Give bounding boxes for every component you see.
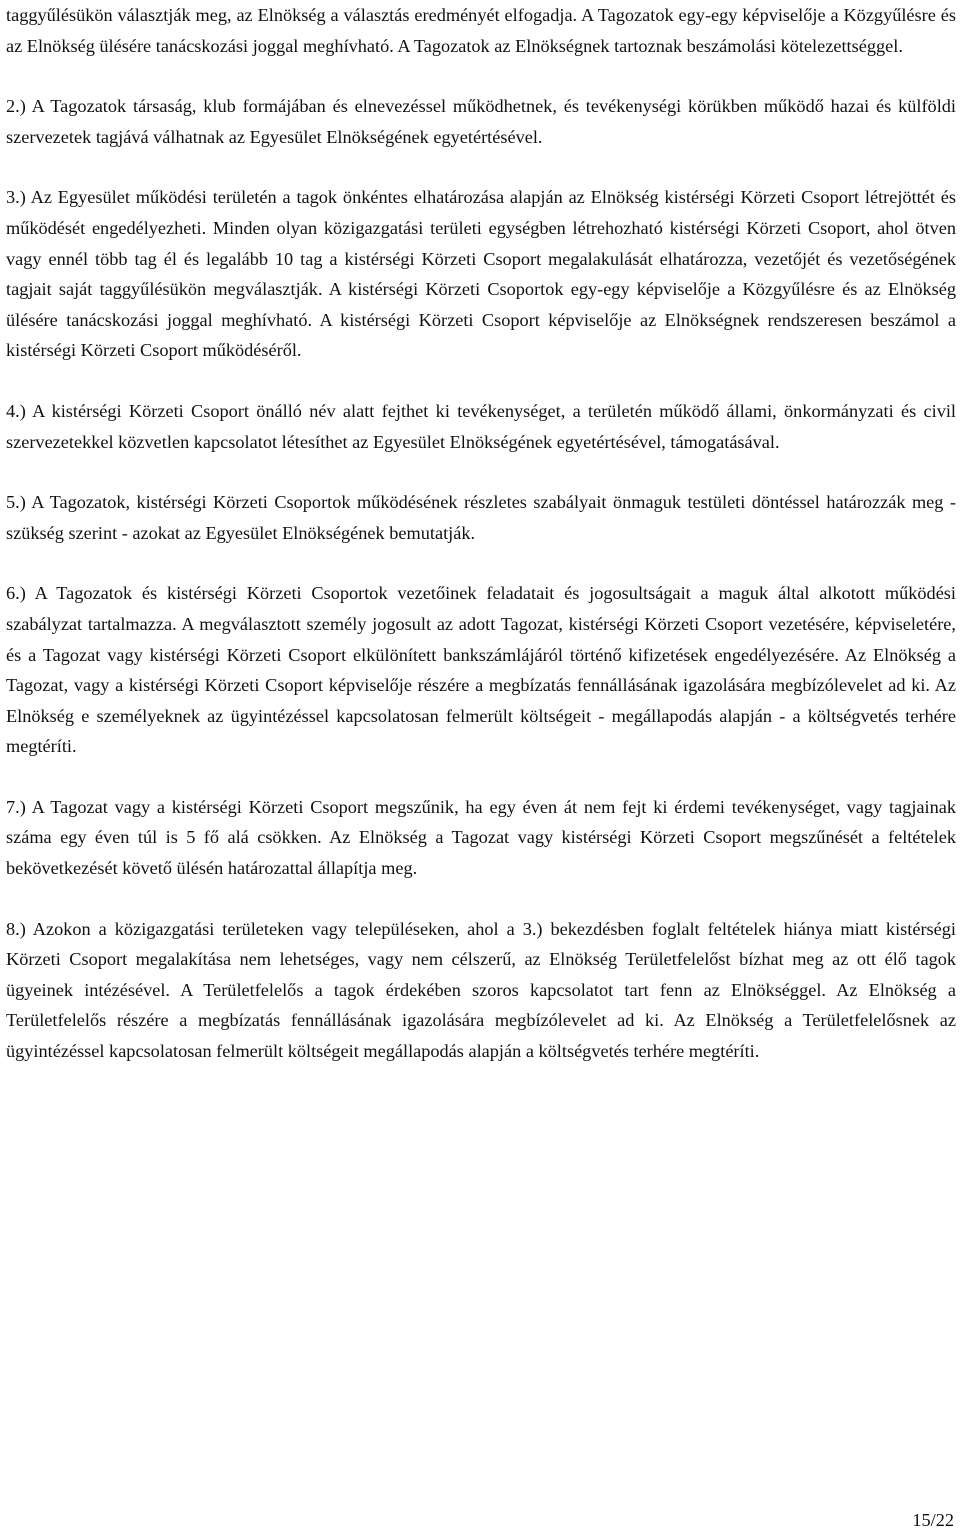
paragraph-3: 3.) Az Egyesület működési területén a tagok önkéntes elhatározása alapján az Elnökség kistérségi Körzeti Csoport létrejöttét és működését engedélyezheti. Minden olyan közigazgatási területi egységben létrehozható kistérségi Körzeti Csoport, ahol ötven vagy ennél több tag él és legalább 10 tag a kistérségi Körzeti Csoport megalakulását elhatározza, vezetőjét és vezetőségének tagjait saját taggyűlésükön megválasztják. A kistérségi Körzeti Csoportok egy-egy képviselője a Közgyűlésre és az Elnökség ülésére tanácskozási joggal meghívható. A kistérségi Körzeti Csoport képviselője az Elnökségnek rendszeresen beszámol a kistérségi Körzeti Csoport működéséről. xyxy=(6,187,956,361)
paragraph-4: 4.) A kistérségi Körzeti Csoport önálló név alatt fejthet ki tevékenységet, a területén működő állami, önkormányzati és civil szervezetekkel közvetlen kapcsolatot létesíthet az Egyesület Elnökségének egyetértésével, támogatásával. xyxy=(6,400,956,452)
page-number: 15/22 xyxy=(912,1510,954,1530)
document-page xyxy=(6,0,956,1067)
paragraph-8: 8.) Azokon a közigazgatási területeken vagy településeken, ahol a 3.) bekezdésben foglalt feltételek hiánya miatt kistérségi Körzeti Csoport megalakítása nem lehetséges, vagy nem célszerű, az Elnökség Területfelelőst bízhat meg az ott élő tagok ügyeinek intézésével. A Területfelelős a tagok érdekében szoros kapcsolatot tart fenn az Elnökséggel. Az Elnökség a Területfelelős részére a megbízatás fennállásának igazolására megbízólevelet ad ki. Az Elnökség a Területfelelősnek az ügyintézéssel kapcsolatosan felmerült költségeit megállapodás alapján a költségvetés terhére megtéríti. xyxy=(6,918,956,1062)
paragraph-5: 5.) A Tagozatok, kistérségi Körzeti Csoportok működésének részletes szabályait önmaguk testületi döntéssel határozzák meg - szükség szerint - azokat az Egyesület Elnökségének bemutatják. xyxy=(6,492,956,543)
paragraph-6: 6.) A Tagozatok és kistérségi Körzeti Csoportok vezetőinek feladatait és jogosultságait a maguk által alkotott működési szabályzat tartalmazza. A megválasztott személy jogosult az adott Tagozat, kistérségi Körzeti Csoport vezetésére, képviseletére, és a Tagozat vagy kistérségi Körzeti Csoport elkülönített bankszámlájáról történő kifizetések engedélyezésére. Az Elnökség a Tagozat, vagy a kistérségi Körzeti Csoport képviselője részére a megbízatás fennállásának igazolására megbízólevelet ad ki. Az Elnökség e személyeknek az ügyintézéssel kapcsolatosan felmerült költségeit - megállapodás alapján - a költségvetés terhére megtéríti. xyxy=(6,583,956,757)
paragraph-2: 2.) A Tagozatok társaság, klub formájában és elnevezéssel működhetnek, és tevékenységi körükben működő hazai és külföldi szervezetek tagjává válhatnak az Egyesület Elnökségének egyetértésével. xyxy=(6,96,956,147)
paragraph-continuation: taggyűlésükön választják meg, az Elnökség a választás eredményét elfogadja. A Tagozatok egy-egy képviselője a Közgyűlésre és az Elnökség ülésére tanácskozási joggal meghívható. A Tagozatok az Elnökségnek tartoznak beszámolási kötelezettséggel. xyxy=(6,5,956,56)
paragraph-7: 7.) A Tagozat vagy a kistérségi Körzeti Csoport megszűnik, ha egy éven át nem fejt ki érdemi tevékenységet, vagy tagjainak száma egy éven túl is 5 fő alá csökken. Az Elnökség a Tagozat vagy kistérségi Körzeti Csoport megszűnését a feltételek bekövetkezését követő ülésén határozattal állapítja meg. xyxy=(6,796,956,879)
